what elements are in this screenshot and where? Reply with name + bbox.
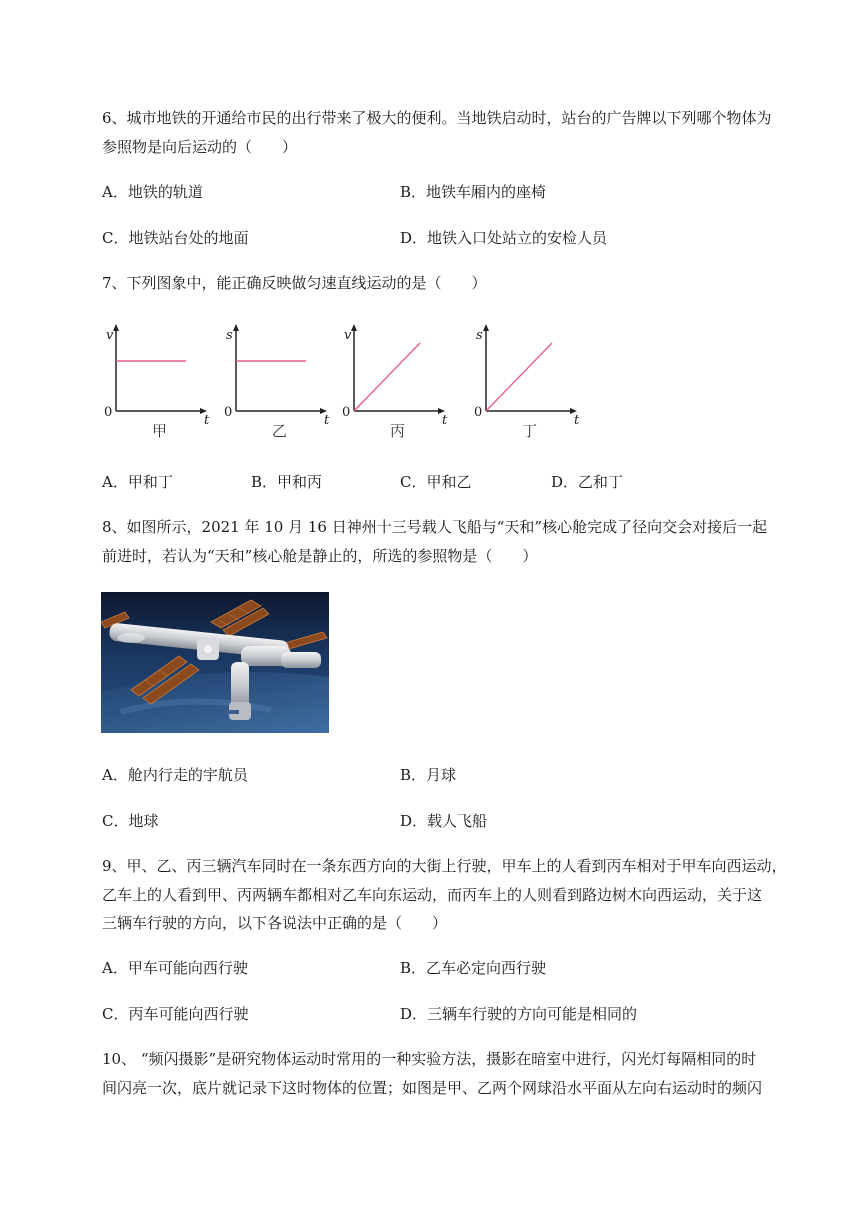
bing-origin-label: 0	[342, 405, 351, 420]
jia-y-label: v	[106, 328, 114, 343]
space-station-photo	[101, 592, 329, 733]
q6-option-c: C．地铁站台处的地面	[102, 229, 249, 247]
bing-series-line	[354, 343, 420, 411]
ding-y-arrow	[483, 324, 489, 331]
q10-stem-line1: 10、 “频闪摄影”是研究物体运动时常用的一种实验方法，摄影在暗室中进行，闪光灯每隔相同的时	[102, 1050, 757, 1068]
q9-stem-line2: 乙车上的人看到甲、丙两辆车都相对乙车向东运动，而丙车上的人则看到路边树木向西运动，关于这	[102, 886, 763, 904]
q8-option-b: B．月球	[400, 766, 457, 784]
q6-option-d: D．地铁入口处站立的安检人员	[400, 229, 608, 247]
q7-option-d: D．乙和丁	[551, 473, 624, 491]
q9-option-c: C．丙车可能向西行驶	[102, 1005, 249, 1023]
ding-caption: 丁	[522, 422, 538, 440]
yi-x-label: t	[324, 413, 330, 428]
q6-stem-line1: 6、城市地铁的开通给市民的出行带来了极大的便利。当地铁启动时，站台的广告牌以下列哪个物体为	[102, 109, 772, 127]
q9-option-b: B．乙车必定向西行驶	[400, 959, 547, 977]
graph-bing	[340, 318, 460, 443]
q8-option-c: C．地球	[102, 812, 159, 830]
q9-option-d: D．三辆车行驶的方向可能是相同的	[400, 1005, 638, 1023]
q8-stem-line1: 8、如图所示，2021 年 10 月 16 日神州十三号载人飞船与“天和”核心舱完成了径向交会对接后一起	[102, 518, 768, 536]
ding-x-label: t	[574, 413, 580, 428]
jia-origin-label: 0	[104, 405, 113, 420]
q8-option-a: A．舱内行走的宇航员	[102, 766, 248, 784]
ding-origin-label: 0	[474, 405, 483, 420]
bing-caption: 丙	[390, 422, 406, 440]
q7-stem-line1: 7、下列图象中，能正确反映做匀速直线运动的是（ ）	[102, 274, 487, 292]
jia-x-label: t	[204, 413, 210, 428]
yi-y-arrow	[233, 324, 239, 331]
bing-y-arrow	[351, 324, 357, 331]
q7-option-c: C．甲和乙	[400, 473, 472, 491]
ding-series-line	[486, 343, 552, 411]
q7-option-b: B．甲和丙	[251, 473, 323, 491]
graph-yi	[222, 318, 342, 443]
q9-stem-line1: 9、甲、乙、丙三辆汽车同时在一条东西方向的大街上行驶，甲车上的人看到丙车相对于甲车向西运动，	[102, 857, 787, 875]
bing-x-label: t	[442, 413, 448, 428]
q7-option-a: A．甲和丁	[102, 473, 173, 491]
yi-origin-label: 0	[224, 405, 233, 420]
graph-jia	[102, 318, 222, 443]
jia-caption: 甲	[152, 422, 168, 440]
q6-stem-line2: 参照物是向后运动的（ ）	[102, 138, 298, 156]
jia-y-arrow	[113, 324, 119, 331]
q9-stem-line3: 三辆车行驶的方向，以下各说法中正确的是（ ）	[102, 914, 448, 932]
yi-caption: 乙	[272, 422, 288, 440]
q8-option-d: D．载人飞船	[400, 812, 488, 830]
q9-option-a: A．甲车可能向西行驶	[102, 959, 248, 977]
q6-option-a: A．地铁的轨道	[102, 183, 203, 201]
q8-stem-line2: 前进时，若认为“天和”核心舱是静止的，所选的参照物是（ ）	[102, 547, 538, 565]
bing-y-label: v	[344, 328, 352, 343]
ding-y-label: s	[476, 328, 483, 343]
yi-y-label: s	[226, 328, 233, 343]
graph-ding	[472, 318, 592, 443]
q6-option-b: B．地铁车厢内的座椅	[400, 183, 547, 201]
q10-stem-line2: 间闪亮一次，底片就记录下这时物体的位置；如图是甲、乙两个网球沿水平面从左向右运动时的频闪	[102, 1079, 763, 1097]
